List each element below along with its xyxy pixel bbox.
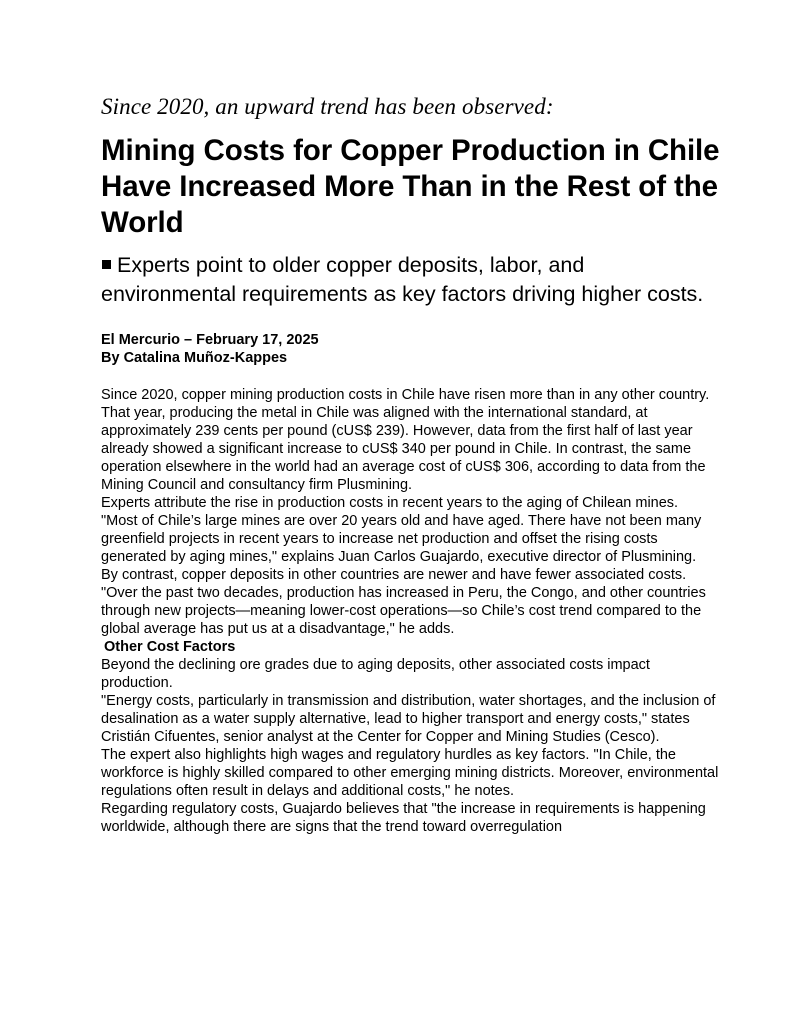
body-paragraph: The expert also highlights high wages and regulatory hurdles as key factors. "In Chile, the workforce is highly skilled compared to other emerging mining districts. Moreover, environmental regulations often result in delays and additional costs," he notes. [101, 747, 719, 799]
body-paragraph: "Energy costs, particularly in transmission and distribution, water shortages, and the inclusion of desalination as a water supply alternative, lead to higher transport and energy costs," states Cristián Cifuentes, senior analyst at the Center for Copper and Mining Studies (Cesco). [101, 693, 716, 745]
article-subhead-text: Experts point to older copper deposits, labor, and environmental requirements as key factors driving higher costs. [101, 253, 704, 306]
body-paragraph: Beyond the declining ore grades due to aging deposits, other associated costs impact production. [101, 657, 650, 691]
source-line: El Mercurio – February 17, 2025 [101, 332, 319, 348]
body-paragraph: Experts attribute the rise in production costs in recent years to the aging of Chilean mines. [101, 495, 679, 511]
body-paragraph: "Most of Chile’s large mines are over 20 years old and have aged. There have not been many greenfield projects in recent years to increase net production and offset the rising costs generated by aging mines," explains Juan Carlos Guajardo, executive director of Plusmining. [101, 513, 702, 565]
section-heading: Other Cost Factors [104, 639, 236, 655]
article-kicker: Since 2020, an upward trend has been observed: [101, 94, 554, 119]
byline [101, 331, 721, 367]
article-body [101, 386, 721, 836]
article-subhead [101, 251, 721, 309]
article-headline: Mining Costs for Copper Production in Chile Have Increased More Than in the Rest of the World [101, 134, 720, 239]
body-paragraph: By contrast, copper deposits in other countries are newer and have fewer associated costs. "Over the past two decades, production has increased in Peru, the Congo, and other countries through new projects—meaning lower-cost operations—so Chile’s cost trend compared to the global average has put us at a disadvantage," he adds. [101, 567, 706, 637]
author-line: By Catalina Muñoz-Kappes [101, 350, 288, 366]
body-paragraph: Regarding regulatory costs, Guajardo believes that "the increase in requirements is happening worldwide, although there are signs that the trend toward overregulation [101, 801, 706, 835]
body-paragraph: Since 2020, copper mining production costs in Chile have risen more than in any other country. That year, producing the metal in Chile was aligned with the international standard, at approximately 239 cents per pound (cUS$ 239). However, data from the first half of last year already showed a significant increase to cUS$ 340 per pound in Chile. In contrast, the same operation elsewhere in the world had an average cost of cUS$ 306, according to data from the Mining Council and consultancy firm Plusmining. [101, 387, 710, 493]
article [101, 92, 721, 836]
square-bullet-icon [102, 260, 111, 269]
